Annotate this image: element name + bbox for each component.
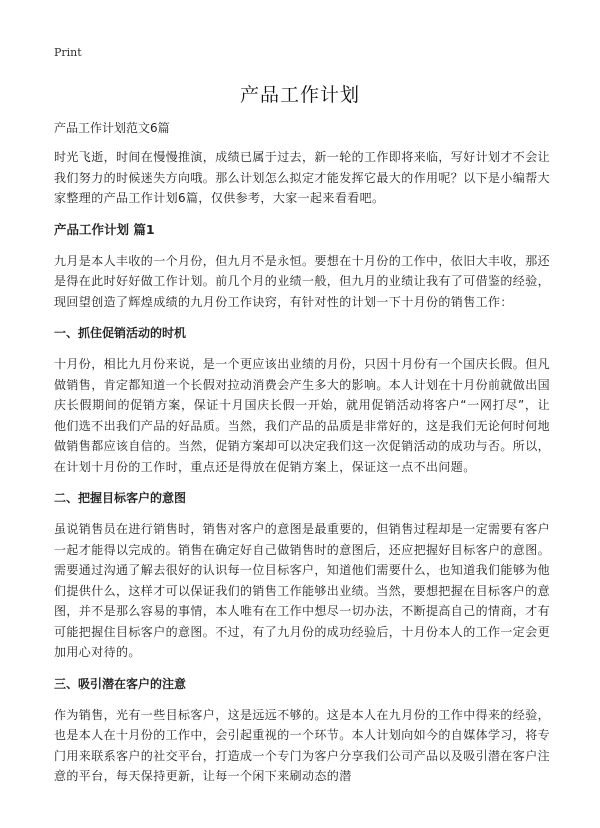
intro-paragraph: 时光飞逝，时间在慢慢推演，成绩已属于过去，新一轮的工作即将来临，写好计划才不会让我们努力的时候迷失方向哦。那么计划怎么拟定才能发挥它最大的作用呢？以下是小编帮大家整理的产品工作计划6篇，仅供参考，大家一起来看看吧。 [54,150,551,205]
section-paragraph-1: 十月份，相比九月份来说，是一个更应该出业绩的月份，只因十月份有一个国庆长假。但凡做销售，肯定都知道一个长假对拉动消费会产生多大的影响。本人计划在十月份前就做出国庆长假期间的促销方案，保证十月国庆长假一开始，就用促销活动将客户“一网打尽”，让他们选不出我们产品的好品质。当然，我们产品的品质是非常好的，这是我们无论何时何地做销售都应该自信的。当然，促销方案却可以决定我们这一次促销活动的成功与否。所以，在计划十月份的工作时，重点还是得放在促销方案上，保证这一点不出问题。 [54,357,551,474]
section-paragraph-3: 作为销售，光有一些目标客户，这是远远不够的。这是本人在九月份的工作中得来的经验，也是本人在十月份的工作中，会引起重视的一个环节。本人计划向如今的自媒体学习，将专门用来联系客户的社交平台，打造成一个专门为客户分享我们公司产品以及吸引潜在客户注意的平台，每天保持更新，让每一个闲下来刷动态的潜 [54,707,551,783]
article-heading: 产品工作计划 篇1 [54,221,155,237]
section-paragraph-2: 虽说销售员在进行销售时，销售对客户的意图是最重要的，但销售过程却是一定需要有客户一起才能得以完成的。销售在确定好自己做销售时的意图后，还应把握好目标客户的意图。需要通过沟通了解去很好的认识每一位目标客户，知道他们需要什么，也知道我们能够为他们提供什么，这样才可以保证我们的销售工作能够出业绩。当然，要想把握在目标客户的意图，并不是那么容易的事情，本人唯有在工作中想尽一切办法，不断提高自己的情商，才有可能把握住目标客户的意图。不过，有了九月份的成功经验后，十月份本人的工作一定会更加用心对待的。 [54,522,551,659]
article-intro-paragraph: 九月是本人丰收的一个月份，但九月不是永恒。要想在十月份的工作中，依旧大丰收，那还是得在此时好好做工作计划。前几个月的业绩一般，但九月的业绩让我有了可借鉴的经验，现回望创造了辉煌成绩的九月份工作诀窍，有针对性的计划一下十月份的销售工作： [54,253,551,309]
document-subtitle: 产品工作计划范文6篇 [54,121,170,135]
document-body [54,118,550,798]
section-heading-3: 三、吸引潜在客户的注意 [54,676,187,691]
section-heading-2: 二、把握目标客户的意图 [54,491,187,505]
print-link[interactable]: Print [54,46,82,59]
page-title: 产品工作计划 [239,84,360,106]
section-heading-1: 一、抓住促销活动的时机 [54,326,187,340]
